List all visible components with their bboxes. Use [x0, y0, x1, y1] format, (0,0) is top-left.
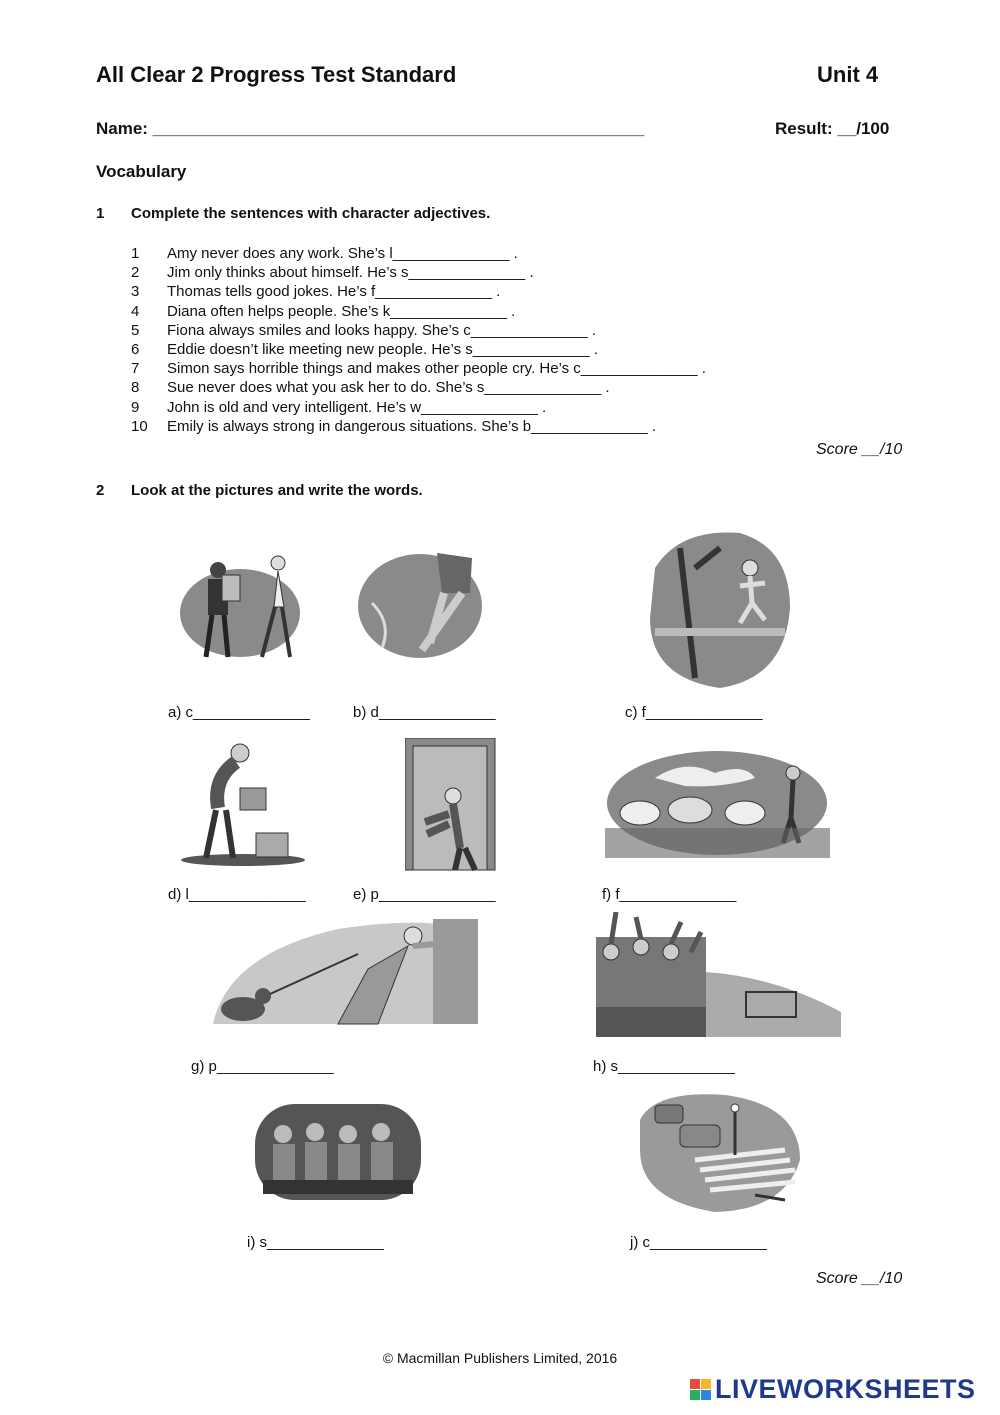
list-item[interactable] [131, 359, 706, 378]
answer-i[interactable]: i) s______________ [247, 1234, 384, 1251]
list-item[interactable] [131, 263, 706, 282]
list-item[interactable] [131, 340, 706, 359]
name-field[interactable]: Name: ____________________________________________________ [96, 119, 645, 138]
picture-g [208, 914, 480, 1034]
exercise-1-score: Score __/10 [816, 441, 903, 458]
item-number: 10 [131, 417, 148, 435]
picture-i [253, 1102, 423, 1202]
item-text: Jim only thinks about himself. He’s s______________ . [167, 264, 534, 282]
answer-a[interactable]: a) c______________ [168, 704, 310, 721]
list-item[interactable] [131, 378, 706, 397]
item-number: 4 [131, 302, 140, 320]
item-text: Sue never does what you ask her to do. She’s s______________ . [167, 379, 610, 397]
item-number: 2 [131, 264, 140, 282]
picture-j [635, 1090, 803, 1215]
item-text: Diana often helps people. She’s k______________ . [167, 302, 516, 320]
item-number: 6 [131, 340, 140, 358]
picture-e [405, 738, 497, 871]
list-item[interactable] [131, 302, 706, 321]
exercise-2-instruction: Look at the pictures and write the words. [131, 482, 423, 499]
answer-h[interactable]: h) s______________ [593, 1058, 735, 1075]
item-text: John is old and very intelligent. He’s w______________ . [167, 398, 547, 416]
picture-a [178, 545, 308, 665]
section-title: Vocabulary [96, 162, 187, 181]
list-item[interactable] [131, 321, 706, 340]
answer-j[interactable]: j) c______________ [630, 1234, 767, 1251]
page-title: All Clear 2 Progress Test Standard [96, 62, 457, 87]
item-text: Simon says horrible things and makes other people cry. He’s c______________ . [167, 360, 706, 378]
liveworksheets-logo[interactable] [690, 1374, 976, 1405]
item-text: Amy never does any work. She’s l______________ . [167, 245, 518, 262]
answer-e[interactable]: e) p______________ [353, 886, 496, 903]
list-item[interactable] [131, 244, 706, 263]
item-number: 8 [131, 379, 140, 397]
exercise-2-number: 2 [96, 482, 105, 499]
exercise-1-instruction: Complete the sentences with character adjectives. [131, 205, 491, 222]
result-field: Result: __/100 [775, 119, 890, 138]
item-text: Thomas tells good jokes. He’s f______________ . [167, 283, 501, 301]
exercise-2-score: Score __/10 [816, 1270, 903, 1287]
list-item[interactable] [131, 282, 706, 301]
answer-f[interactable]: f) f______________ [602, 886, 737, 903]
picture-f [605, 748, 830, 858]
answer-c[interactable]: c) f______________ [625, 704, 763, 721]
logo-icon [690, 1379, 711, 1400]
answer-g[interactable]: g) p______________ [191, 1058, 334, 1075]
sentence-list [131, 244, 706, 436]
exercise-1-number: 1 [96, 205, 105, 222]
answer-d[interactable]: d) l______________ [168, 886, 306, 903]
picture-d [178, 738, 308, 868]
item-text: Emily is always strong in dangerous situations. She’s b______________ . [167, 417, 657, 435]
list-item[interactable] [131, 398, 706, 417]
unit-label: Unit 4 [817, 62, 879, 87]
item-text: Eddie doesn’t like meeting new people. He’s s______________ . [167, 340, 598, 358]
item-number: 1 [131, 245, 140, 262]
answer-b[interactable]: b) d______________ [353, 704, 496, 721]
item-number: 3 [131, 283, 140, 301]
item-number: 9 [131, 398, 140, 416]
item-text: Fiona always smiles and looks happy. She’s c______________ . [167, 321, 596, 339]
item-number: 5 [131, 321, 140, 339]
item-number: 7 [131, 360, 140, 378]
picture-h [596, 912, 842, 1042]
list-item[interactable] [131, 417, 706, 436]
brand-text: LIVEWORKSHEETS [715, 1374, 976, 1404]
copyright-footer: © Macmillan Publishers Limited, 2016 [382, 1350, 618, 1366]
picture-b [352, 548, 484, 663]
picture-c [640, 528, 805, 693]
